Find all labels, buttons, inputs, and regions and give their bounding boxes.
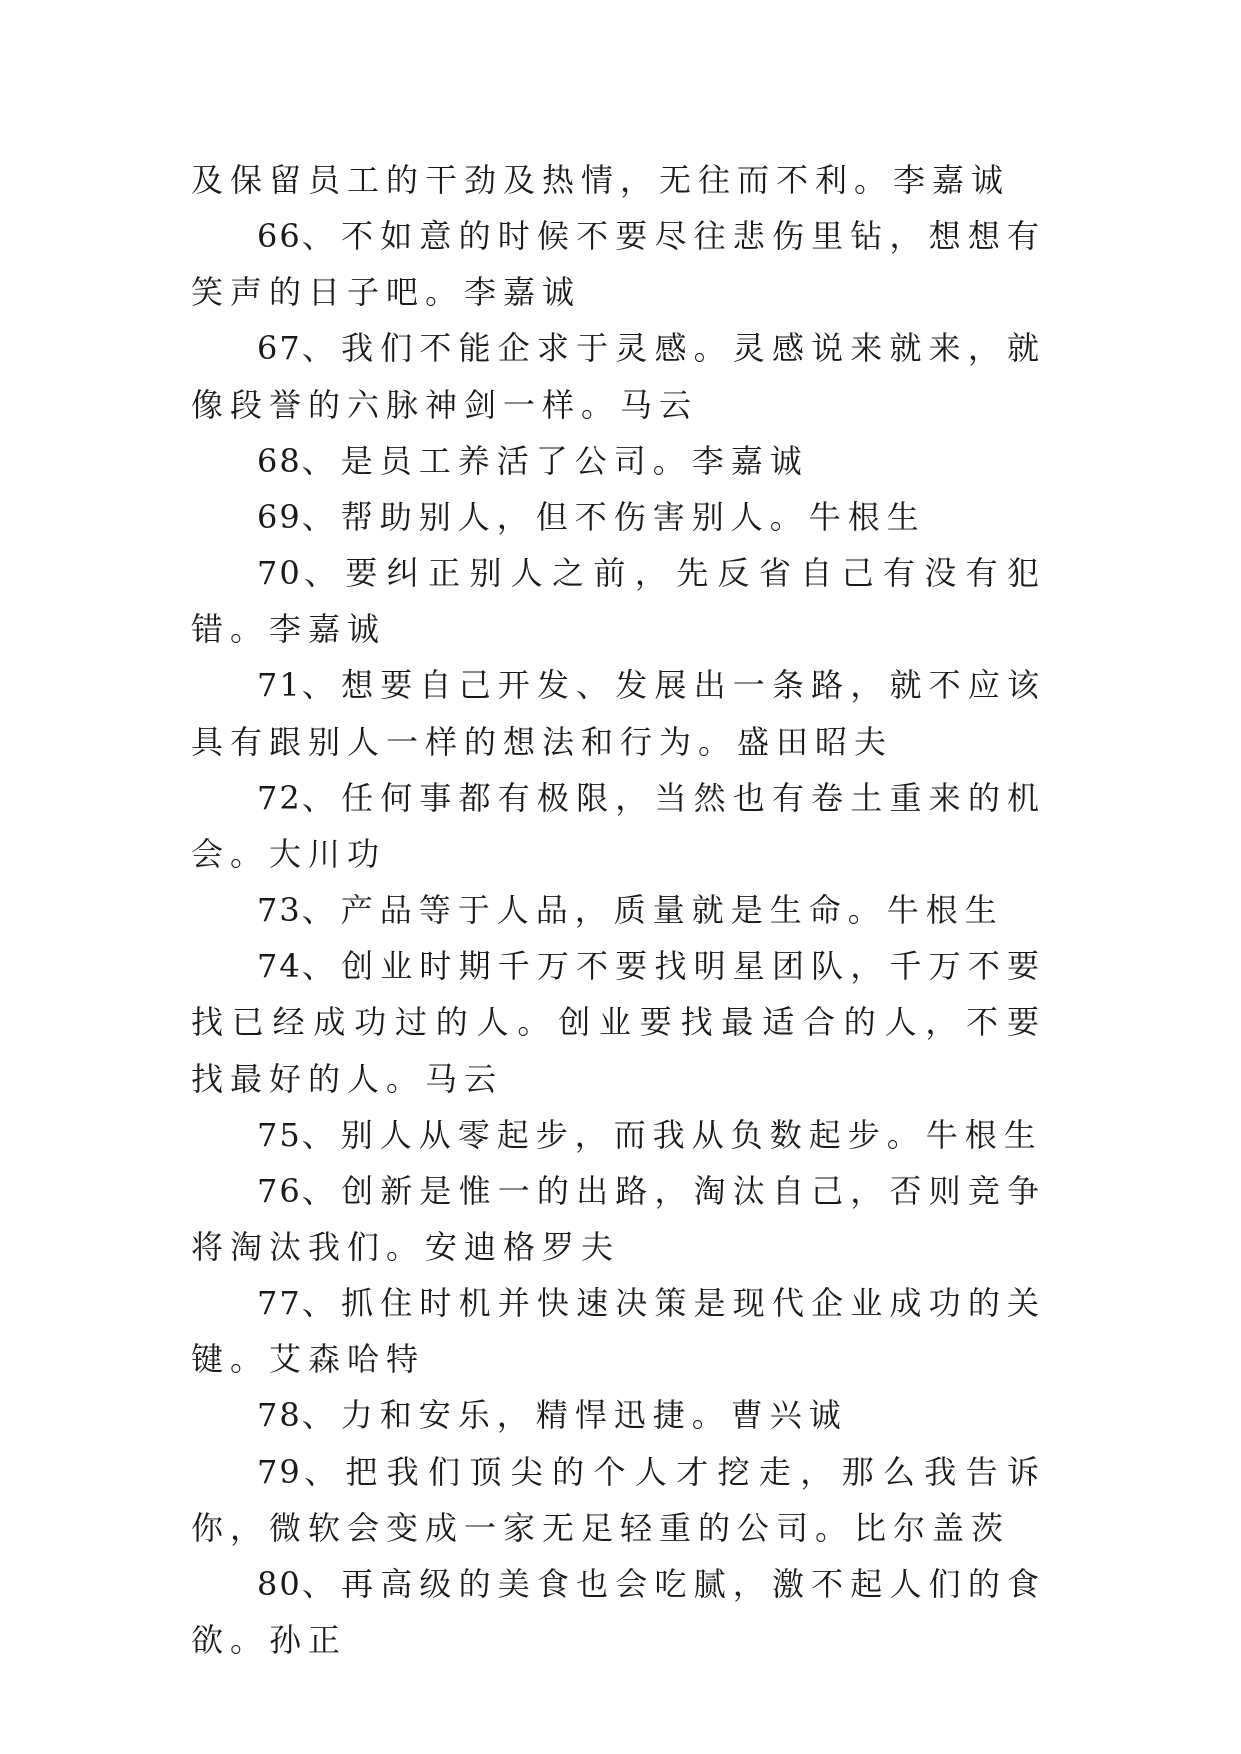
- quote-paragraph: [191, 545, 1046, 657]
- quote-paragraph: [191, 1275, 1046, 1387]
- quote-text: 、我们不能企求于灵感。灵感说来就来，就像段誉的六脉神剑一样。马云: [191, 329, 1046, 424]
- quote-text: 、再高级的美食也会吃腻，激不起人们的食欲。孙正: [191, 1564, 1046, 1660]
- quote-text: 、要纠正别人之前，先反省自己有没有犯错。李嘉诚: [191, 554, 1046, 649]
- quote-text: 、别人从零起步，而我从负数起步。牛根生: [301, 1115, 1043, 1154]
- quote-text: 、创业时期千万不要找明星团队，千万不要找已经成功过的人。创业要找最适合的人，不要找最好的人。马云: [191, 947, 1046, 1098]
- quote-text: 、创新是惟一的出路，淘汰自己，否则竞争将淘汰我们。安迪格罗夫: [191, 1171, 1046, 1266]
- quote-text: 、把我们顶尖的个人才挖走，那么我告诉你，微软会变成一家无足轻重的公司。比尔盖茨: [191, 1452, 1046, 1547]
- quote-number: 73: [257, 891, 302, 930]
- quote-number: 76: [257, 1171, 302, 1210]
- quote-paragraph: [191, 657, 1046, 769]
- quote-number: 78: [257, 1396, 302, 1435]
- quote-paragraph: [191, 1444, 1046, 1556]
- quote-paragraph: [191, 1107, 1046, 1163]
- quote-number: 67: [257, 329, 302, 368]
- quote-paragraph: [191, 320, 1046, 432]
- document-body: [191, 152, 1046, 1668]
- quote-number: 77: [257, 1284, 302, 1323]
- quote-text: 、是员工养活了公司。李嘉诚: [301, 441, 809, 480]
- quote-number: 80: [257, 1564, 302, 1603]
- quote-text: 、想要自己开发、发展出一条路，就不应该具有跟别人一样的想法和行为。盛田昭夫: [191, 666, 1046, 761]
- quote-text: 及保留员工的干劲及热情，无往而不利。李嘉诚: [191, 161, 1011, 199]
- quote-number: 74: [257, 947, 302, 986]
- quote-number: 71: [257, 666, 302, 705]
- quote-paragraph: [191, 770, 1046, 882]
- quote-paragraph: [191, 208, 1046, 320]
- quote-number: 72: [257, 778, 302, 817]
- quote-number: 70: [257, 554, 302, 593]
- quote-paragraph: [191, 489, 1046, 545]
- quote-paragraph: [191, 938, 1046, 1106]
- quote-paragraph: [191, 1163, 1046, 1275]
- quote-text: 、抓住时机并快速决策是现代企业成功的关键。艾森哈特: [191, 1284, 1046, 1379]
- quote-paragraph: [191, 1387, 1046, 1443]
- quote-number: 69: [257, 497, 302, 536]
- quote-text: 、力和安乐，精悍迅捷。曹兴诚: [301, 1396, 848, 1435]
- quote-paragraph: [191, 882, 1046, 938]
- quote-text: 、产品等于人品，质量就是生命。牛根生: [301, 891, 1004, 930]
- quote-paragraph: [191, 433, 1046, 489]
- quote-number: 68: [257, 441, 302, 480]
- quote-text: 、帮助别人，但不伤害别人。牛根生: [301, 497, 926, 536]
- quote-paragraph: [191, 152, 1046, 208]
- quote-number: 75: [257, 1115, 302, 1154]
- quote-number: 66: [257, 217, 302, 256]
- quote-number: 79: [257, 1452, 302, 1491]
- quote-text: 、任何事都有极限，当然也有卷土重来的机会。大川功: [191, 778, 1046, 873]
- quote-paragraph: [191, 1556, 1046, 1668]
- quote-text: 、不如意的时候不要尽往悲伤里钻，想想有笑声的日子吧。李嘉诚: [191, 217, 1046, 312]
